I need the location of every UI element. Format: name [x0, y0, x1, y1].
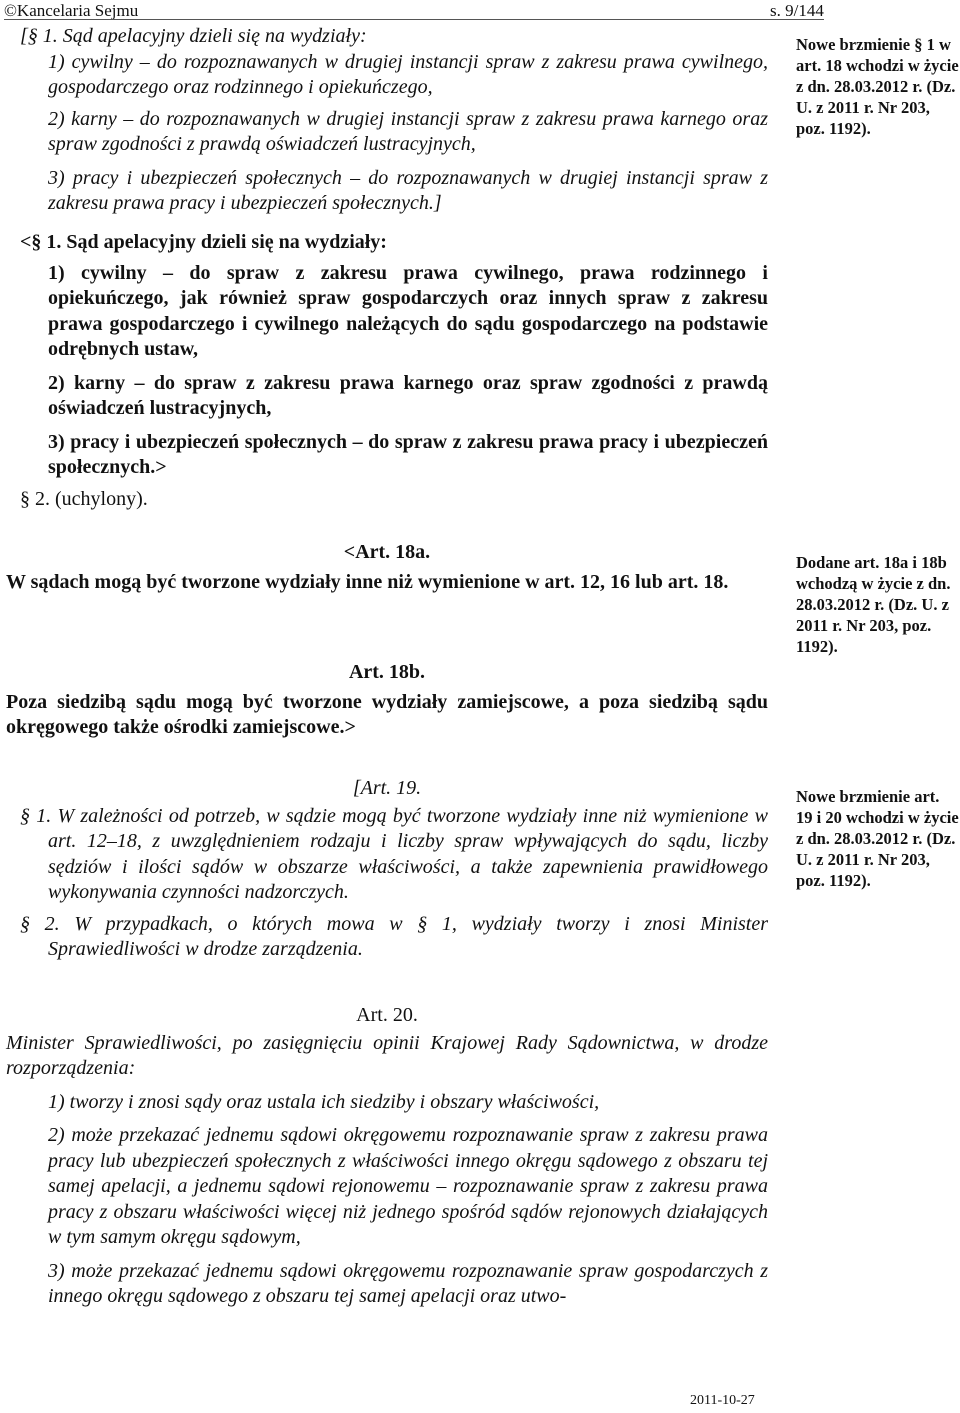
- footer-date: 2011-10-27: [690, 1393, 755, 1408]
- header-source: ©Kancelaria Sejmu: [4, 1, 139, 20]
- art-20-item-1: 1) tworzy i znosi sądy oraz ustala ich siedziby i obszary właściwości,: [48, 1090, 600, 1113]
- art-18b-text: Poza siedzibą sądu mogą być tworzone wydziały zamiejscowe, a poza siedzibą sądu okręgowego także ośrodki zamiejscowe.>: [6, 690, 768, 738]
- art-20-title: Art. 20.: [356, 1004, 418, 1026]
- margin-note-3: Nowe brzmienie art. 19 i 20 wchodzi w życie z dn. 28.03.2012 r. (Dz. U. z 2011 r. Nr 203, poz. 1192).: [796, 787, 959, 890]
- art-18b-title: Art. 18b.: [348, 661, 426, 683]
- art-18a-block: [6, 540, 768, 595]
- art-18a-text: W sądach mogą być tworzone wydziały inne niż wymienione w art. 12, 16 lub art. 18.: [6, 570, 729, 593]
- old-item-1: 1) cywilny – do rozpoznawanych w drugiej instancji spraw z zakresu prawa cywilnego, gospodarczego oraz rodzinnego i opiekuńczego,: [48, 50, 768, 98]
- art-20-block: [6, 1003, 768, 1319]
- old-lead: [§ 1. Sąd apelacyjny dzieli się na wydziały:: [20, 25, 367, 47]
- new-item-1: 1) cywilny – do spraw z zakresu prawa cywilnego, prawa rodzinnego i opiekuńczego, jak również spraw gospodarczych oraz innych spraw z zakresu prawa gospodarczego i cywilnego należących do sądu gospodarczego na podstawie odrębnych ustaw,: [48, 261, 768, 360]
- paragraph-2-repealed: § 2. (uchylony).: [20, 487, 148, 510]
- new-wording-block: [6, 230, 768, 512]
- art-18b-block: [6, 660, 768, 741]
- art-20-item-2: 2) może przekazać jednemu sądowi okręgowemu rozpoznawanie spraw z zakresu prawa pracy lub ubezpieczeń społecznych z właściwości innego okręgu sądowego z obszaru tej samej apelacji, a jednemu sądowi rejonowemu – rozpoznawanie spraw z zakresu prawa pracy z obszaru właściwości więcej niż jednego spośród sądów rejonowych działających w tym samym okręgu sądowym,: [48, 1124, 768, 1248]
- art-18a-title: <Art. 18a.: [343, 541, 431, 563]
- art-20-lead: Minister Sprawiedliwości, po zasięgnięciu opinii Krajowej Rady Sądownictwa, w drodze rozporządzenia:: [6, 1031, 768, 1079]
- new-item-2: 2) karny – do spraw z zakresu prawa karnego oraz spraw zgodności z prawdą oświadczeń lustracyjnych,: [48, 371, 768, 419]
- art-19-block: [6, 776, 768, 972]
- header-page-number: s. 9/144: [770, 1, 824, 20]
- header-rule: [4, 19, 824, 20]
- new-item-3: 3) pracy i ubezpieczeń społecznych – do spraw z zakresu prawa pracy i ubezpieczeń społecznych.>: [48, 430, 768, 478]
- old-wording-block: [6, 24, 768, 226]
- margin-note-1: Nowe brzmienie § 1 w art. 18 wchodzi w życie z dn. 28.03.2012 r. (Dz. U. z 2011 r. Nr 203, poz. 1192).: [796, 35, 959, 138]
- new-lead: <§ 1. Sąd apelacyjny dzieli się na wydziały:: [20, 231, 387, 253]
- art-19-title: [Art. 19.: [352, 777, 422, 799]
- old-item-3: 3) pracy i ubezpieczeń społecznych – do rozpoznawanych w drugiej instancji spraw z zakresu prawa pracy i ubezpieczeń społecznych.]: [48, 166, 768, 214]
- art-19-par-1: § 1. W zależności od potrzeb, w sądzie mogą być tworzone wydziały inne niż wymienione w art. 12–18, z uwzględnieniem rodzaju i liczby spraw wpływających do sądu, liczby sędziów i ilości sądów w obszarze właściwości, a także zapewnienia prawidłowego wykonywania czynności nadzorczych.: [20, 804, 768, 903]
- old-item-2: 2) karny – do rozpoznawanych w drugiej instancji spraw z zakresu prawa karnego oraz spraw zgodności z prawdą oświadczeń lustracyjnych,: [48, 107, 768, 155]
- art-20-item-3: 3) może przekazać jednemu sądowi okręgowemu rozpoznawanie spraw gospodarczych z innego okręgu sądowego z obszaru tej samej apelacji oraz utwo-: [48, 1259, 768, 1307]
- art-19-par-2: § 2. W przypadkach, o których mowa w § 1, wydziały tworzy i znosi Minister Sprawiedliwości w drodze zarządzenia.: [20, 912, 768, 960]
- margin-note-2: Dodane art. 18a i 18b wchodzą w życie z dn. 28.03.2012 r. (Dz. U. z 2011 r. Nr 203, poz. 1192).: [796, 553, 951, 656]
